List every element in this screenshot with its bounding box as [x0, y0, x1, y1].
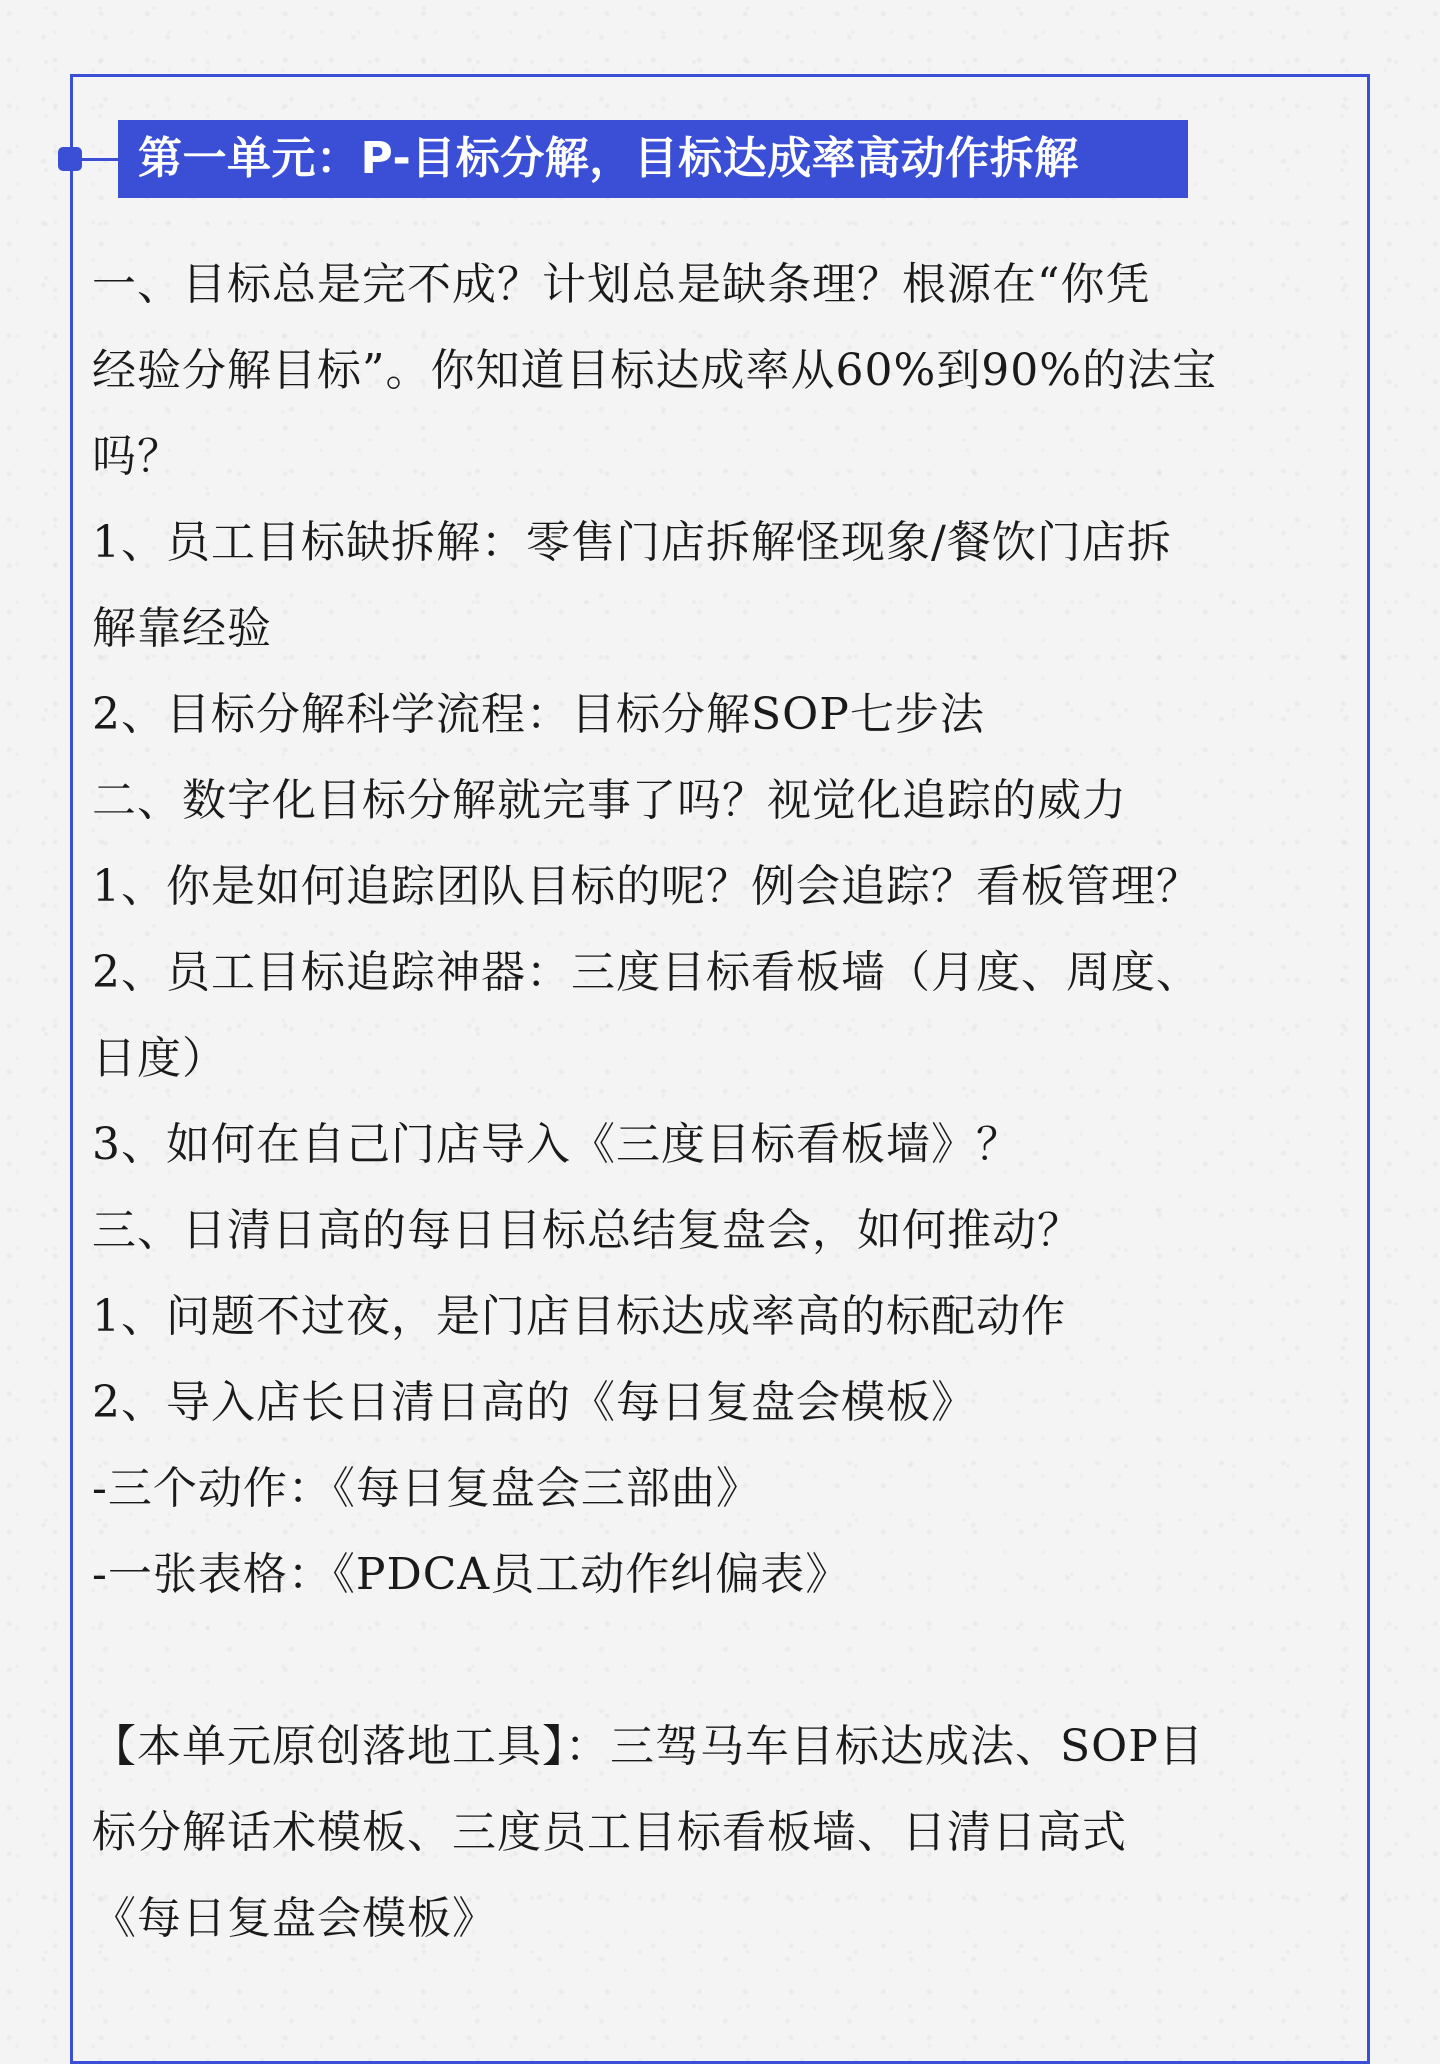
tools-line: 【本单元原创落地工具】：三驾马车目标达成法、SOP目	[92, 1721, 1204, 1772]
text-line: 吗？	[92, 431, 182, 482]
text-line: 1、你是如何追踪团队目标的呢？例会追踪？看板管理？	[92, 861, 1201, 912]
text-line: 二、数字化目标分解就完事了吗？视觉化追踪的威力	[92, 775, 1127, 826]
section-title: 第一单元：P-目标分解，目标达成率高动作拆解	[118, 120, 1188, 198]
blank-spacer	[92, 1618, 1272, 1704]
text-line: 2、员工目标追踪神器：三度目标看板墙（月度、周度、	[92, 947, 1201, 998]
text-line: 1、员工目标缺拆解：零售门店拆解怪现象/餐饮门店拆	[92, 517, 1172, 568]
text-line: 解靠经验	[92, 603, 272, 654]
text-line: 1、问题不过夜，是门店目标达成率高的标配动作	[92, 1291, 1066, 1342]
text-line: 经验分解目标”。你知道目标达成率从60%到90%的法宝	[92, 345, 1218, 396]
text-line: 一、目标总是完不成？计划总是缺条理？根源在“你凭	[92, 259, 1151, 310]
tools-line: 标分解话术模板、三度员工目标看板墙、日清日高式	[92, 1807, 1127, 1858]
text-line: 三、日清日高的每日目标总结复盘会，如何推动？	[92, 1205, 1082, 1256]
section-body	[92, 242, 1272, 1962]
text-line: 2、导入店长日清日高的《每日复盘会模板》	[92, 1377, 976, 1428]
text-line: 3、如何在自己门店导入《三度目标看板墙》？	[92, 1119, 1021, 1170]
text-line: 日度）	[92, 1033, 227, 1084]
text-line: 2、目标分解科学流程：目标分解SOP七步法	[92, 689, 985, 740]
header-bullet-icon	[58, 147, 82, 171]
tools-line: 《每日复盘会模板》	[92, 1893, 497, 1944]
text-line: -一张表格：《PDCA员工动作纠偏表》	[92, 1549, 851, 1600]
text-line: -三个动作：《每日复盘会三部曲》	[92, 1463, 761, 1514]
